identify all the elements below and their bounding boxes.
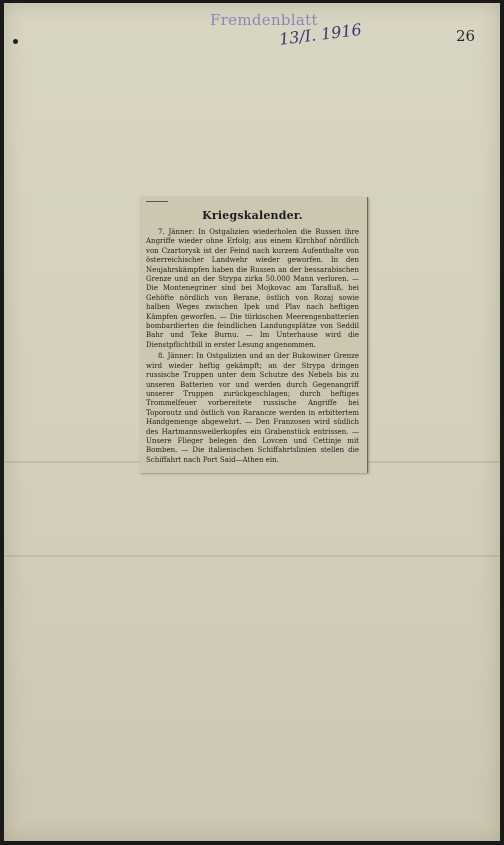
article-headline: Kriegskalender.: [202, 209, 303, 222]
clipping-rule: [146, 201, 168, 202]
paper-fold-line: [4, 555, 500, 557]
article-body: [146, 228, 359, 465]
article-paragraph: 7. Jänner: In Ostgalizien wiederholen die Russen ihre Angriffe wieder ohne Erfolg; aus einem Kirchhof nördlich von Czartorysk ist der Feind nach kurzem Aufenthalte von österreichischer Landwehr wieder geworfen. In den Neujahrskämpfen haben die Russen an der bessarabischen Grenze und an der Strypa zirka 50.000 Mann verloren. — Die Montenegriner sind bei Mojkovac am Tarafluß, bei Gehöfte nördlich von Berane, östlich von Rozaj sowie halben Weges zwischen Ipek und Plav nach heftigen Kämpfen geworfen. — Die türkischen Meerengenbatterien bombardierten die feindlichen Landungsplätze von Seddil Bahr und Teke Burnu. — Im Unterhause wird die Dienstpflichtbill in erster Lesung angenommen.: [146, 228, 359, 349]
handwritten-date: 13/I. 1916: [278, 19, 363, 49]
source-stamp: Fremdenblatt: [210, 11, 318, 29]
archive-sheet: [4, 3, 500, 841]
pin-hole-mark: [13, 39, 18, 44]
source-stamp-area: [210, 11, 370, 61]
article-paragraph: 8. Jänner: In Ostgalizien und an der Bukowiner Grenze wird wieder heftig gekämpft; an der Strypa dringen russische Truppen unter dem Schutze des Nebels bis zu unseren Batterien vor und werden durch Gegenangriff unserer Truppen zurückgeschlagen; durch heftiges Trommelfeuer vorbereitete russische Angriffe bei Toporoutz und östlich von Rarancze werden in erbittertem Handgemenge abgewehrt. — Den Franzosen wird südlich des Hartmannsweilerkopfes ein Grabenstück entrissen. — Unsere Flieger belegen den Lovcen und Cettinje mit Bomben. — Die italienischen Schiffahrtslinien stellen die Schiffahrt nach Port Said—Athen ein.: [146, 352, 359, 464]
newspaper-clipping: [140, 197, 368, 473]
page-number: 26: [456, 27, 476, 45]
